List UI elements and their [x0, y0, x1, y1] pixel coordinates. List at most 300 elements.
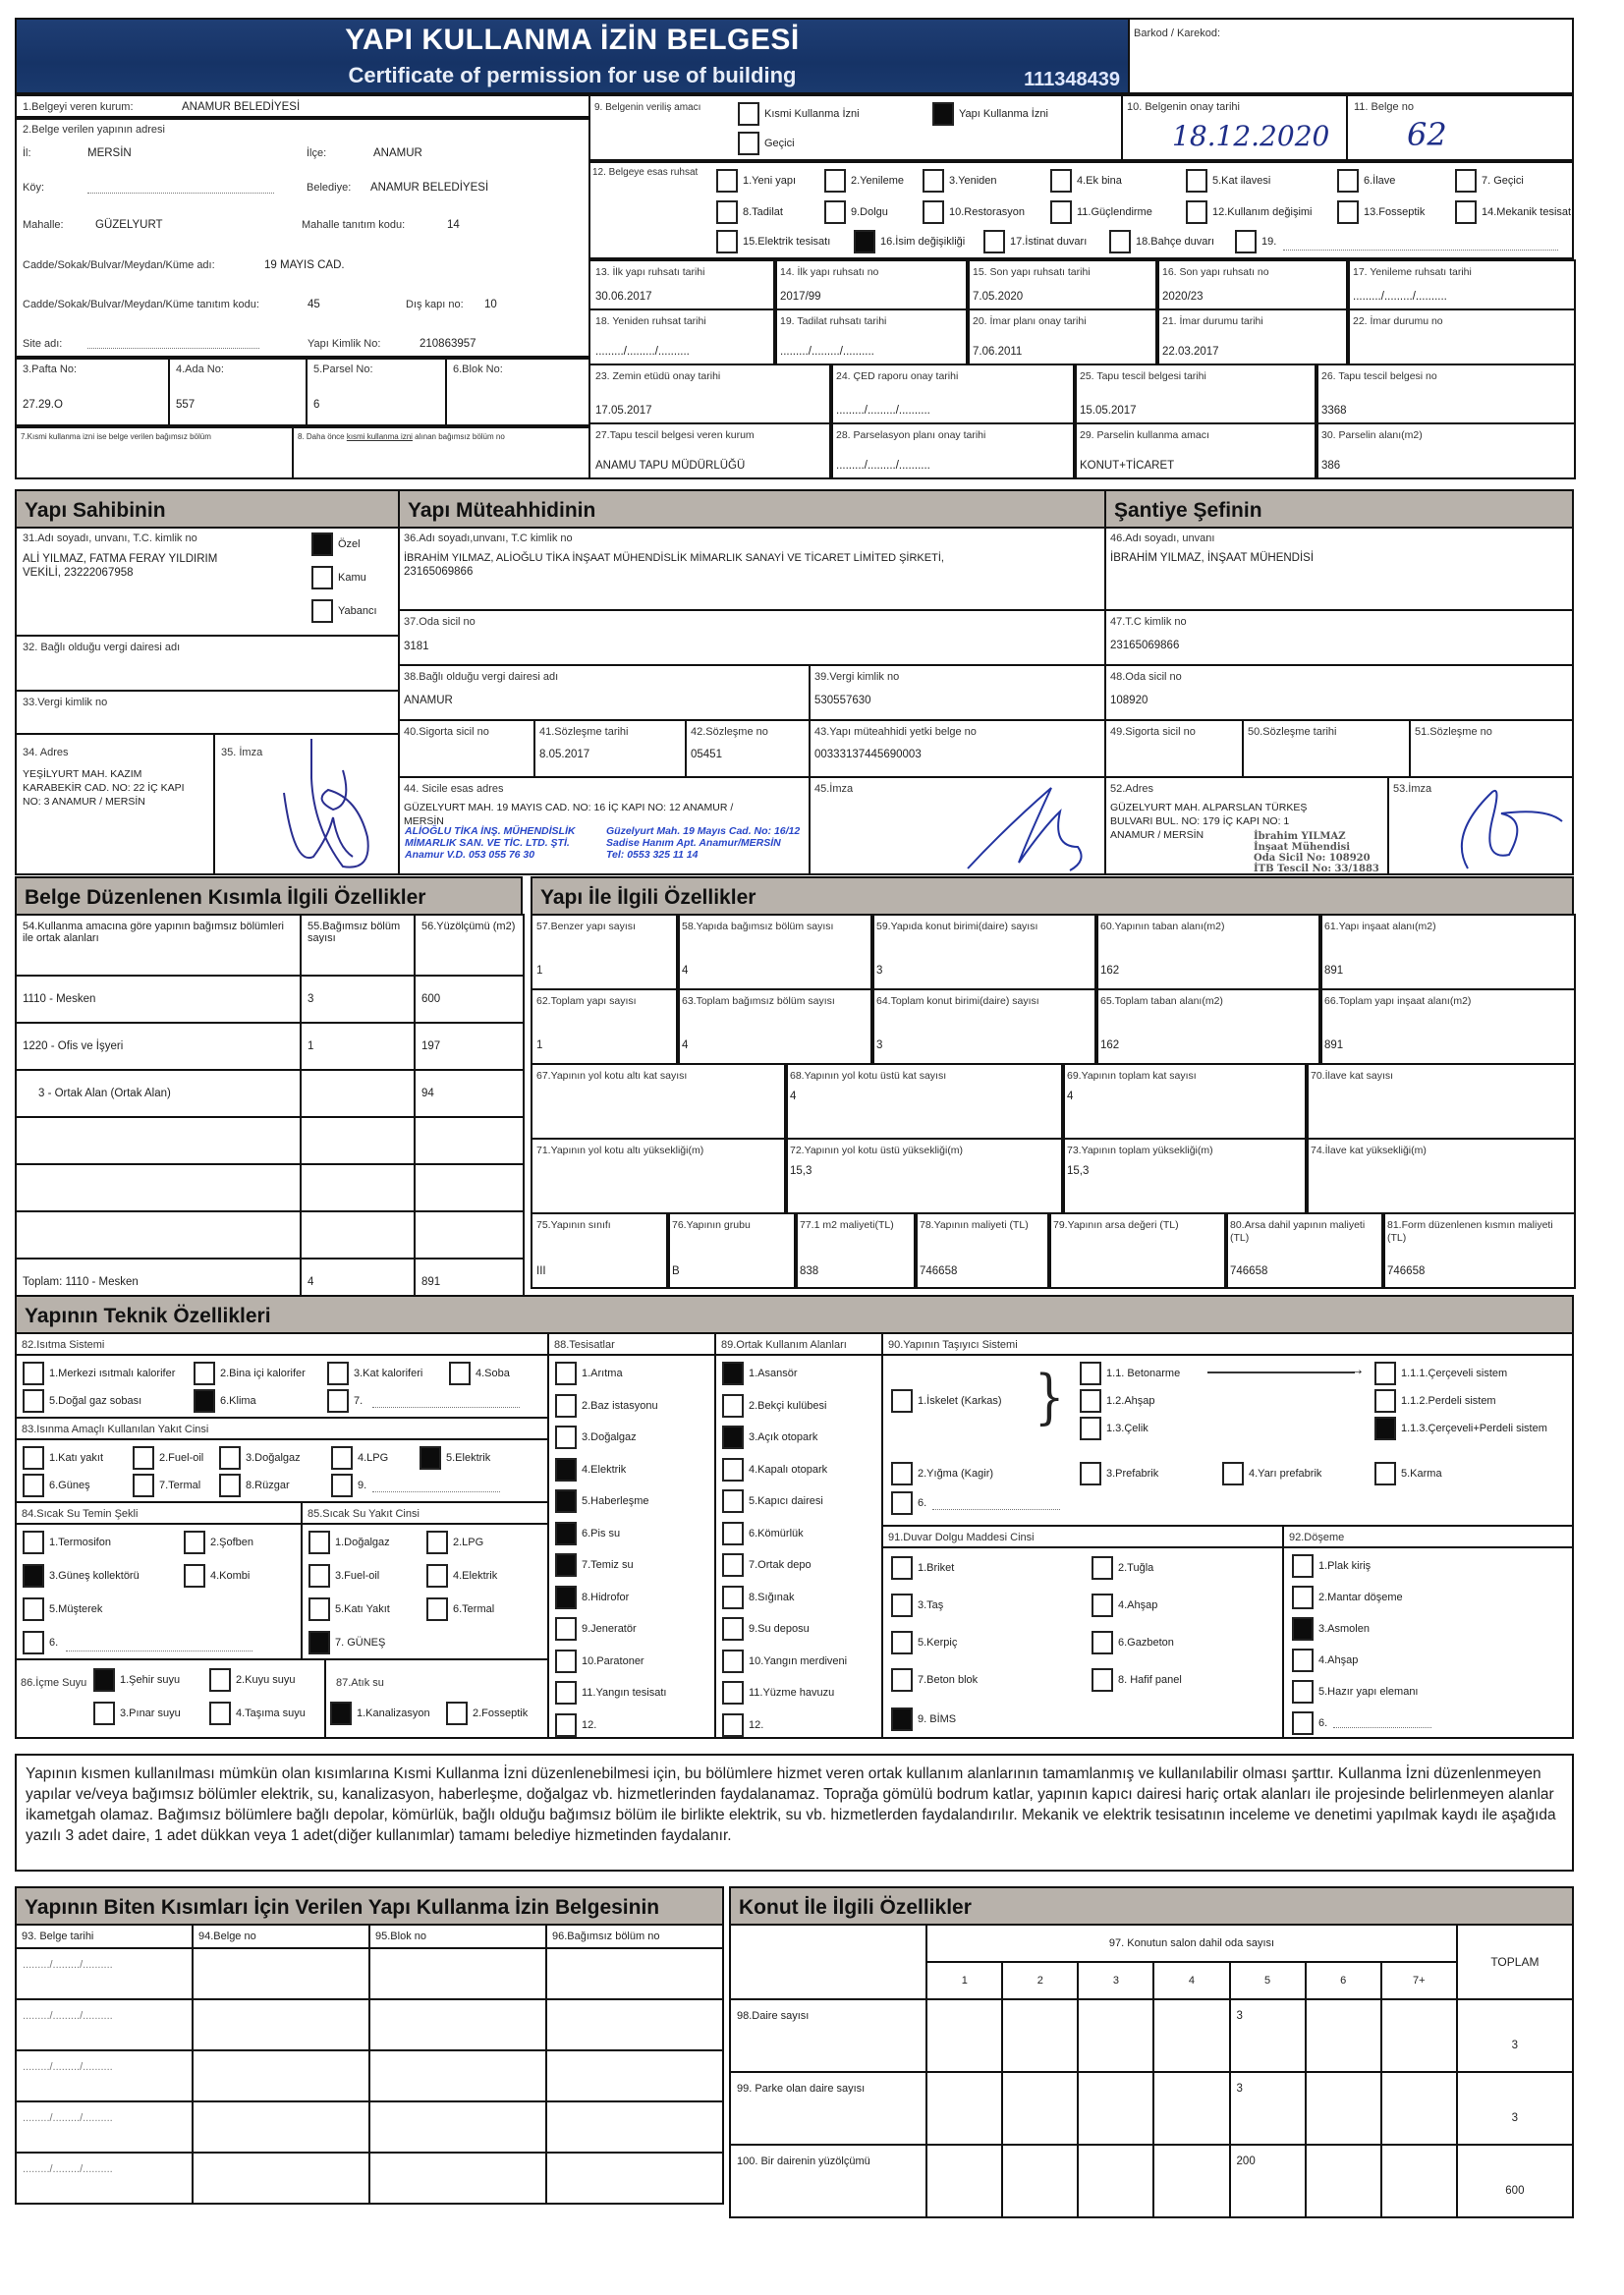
- document-no-value: 62: [1407, 116, 1447, 153]
- hot-water-supply-options: [15, 1523, 303, 1660]
- empty-box-icon[interactable]: [1080, 1362, 1101, 1385]
- room-count-header: 4: [1153, 1962, 1229, 1999]
- checkbox-label: 7.Ortak depo: [749, 1559, 812, 1571]
- flooring-header: [1282, 1525, 1574, 1548]
- empty-box-icon[interactable]: [738, 102, 759, 126]
- empty-box-icon[interactable]: [184, 1531, 205, 1554]
- checkbox-label: 2.Fosseptik: [473, 1707, 529, 1719]
- field-37-label: 37.Oda sicil no: [404, 616, 476, 628]
- field-36: [398, 527, 1106, 611]
- checkbox-label: Yapı Kullanma İzni: [959, 108, 1048, 120]
- building-feature: [1047, 1212, 1228, 1289]
- usage-cell-count: 1: [301, 1023, 415, 1070]
- checked-box-icon[interactable]: [1374, 1417, 1396, 1440]
- parsel-value: 6: [313, 399, 320, 411]
- partial-cell[interactable]: [193, 2153, 369, 2204]
- partial-header-cell: 95.Blok no: [369, 1925, 546, 1948]
- checked-box-icon[interactable]: [891, 1707, 913, 1731]
- partial-cell[interactable]: [546, 2050, 723, 2101]
- housing-row-label: 99. Parke olan daire sayısı: [730, 2072, 926, 2145]
- building-feature: [676, 914, 874, 990]
- checkbox-label: 5.Elektrik: [446, 1452, 491, 1464]
- empty-box-icon[interactable]: [1374, 1462, 1396, 1485]
- wall-fill-header: [881, 1525, 1284, 1548]
- empty-box-icon[interactable]: [555, 1426, 577, 1449]
- checkbox-label: 6.: [1318, 1717, 1328, 1729]
- empty-box-icon[interactable]: [722, 1522, 744, 1545]
- checked-box-icon[interactable]: [555, 1489, 577, 1513]
- building-feature-label: 77.1 m2 maliyeti(TL): [800, 1219, 894, 1231]
- structural-system-options: [881, 1354, 1574, 1527]
- field-48-label: 48.Oda sicil no: [1110, 671, 1182, 683]
- room-count-header: 6: [1306, 1962, 1381, 1999]
- housing-value-cell: [1002, 2072, 1078, 2145]
- checkbox-label: 2.Bina içi kalorifer: [220, 1368, 306, 1379]
- partial-date-cell[interactable]: [16, 1948, 193, 1999]
- empty-box-icon[interactable]: [426, 1531, 448, 1554]
- partial-cell[interactable]: [546, 2153, 723, 2204]
- checkbox-label: Kamu: [338, 572, 366, 584]
- checked-box-icon[interactable]: [308, 1631, 330, 1654]
- checkbox-label: 1.Kanalizasyon: [357, 1707, 430, 1719]
- empty-box-icon[interactable]: [722, 1617, 744, 1641]
- housing-total-cell: 600: [1457, 2145, 1573, 2217]
- checkbox-label: 3.Pınar suyu: [120, 1707, 181, 1719]
- flooring-other-dots: [1333, 1727, 1431, 1728]
- building-feature-label: 61.Yapı inşaat alanı(m2): [1324, 921, 1436, 932]
- field-35-label: 35. İmza: [221, 747, 263, 758]
- empty-box-icon[interactable]: [308, 1597, 330, 1621]
- stamp-line: Sadise Hanım Apt. Anamur/MERSİN: [606, 837, 781, 849]
- usage-cell-area: 94: [415, 1070, 524, 1117]
- partial-cell[interactable]: [369, 2153, 546, 2204]
- empty-box-icon[interactable]: [891, 1389, 913, 1413]
- field-49-label: 49.Sigorta sicil no: [1110, 726, 1196, 738]
- empty-box-icon[interactable]: [133, 1446, 154, 1470]
- field-49: [1104, 719, 1244, 778]
- partial-date-cell[interactable]: [16, 2050, 193, 2101]
- partial-cell[interactable]: [193, 2101, 369, 2153]
- checkbox-label: 1.Yeni yapı: [743, 175, 797, 187]
- field-53: [1387, 776, 1574, 875]
- checkbox-label: 7.Termal: [159, 1480, 201, 1491]
- permit-field-value: 3368: [1321, 405, 1347, 417]
- stamp-line: ALİOĞLU TİKA İNŞ. MÜHENDİSLİK: [405, 825, 576, 837]
- empty-box-icon[interactable]: [1109, 230, 1131, 253]
- empty-box-icon[interactable]: [722, 1650, 744, 1673]
- building-feature-value: 4: [682, 1039, 689, 1051]
- field-51-label: 51.Sözleşme no: [1415, 726, 1492, 738]
- building-feature: [1318, 988, 1576, 1065]
- partial-date-cell[interactable]: [16, 2101, 193, 2153]
- stamp-line: İbrahim YILMAZ: [1254, 831, 1346, 842]
- empty-box-icon[interactable]: [1455, 200, 1477, 224]
- field-8-label-underlined: kısmi kullanma izni: [346, 432, 413, 441]
- building-feature-value: III: [536, 1265, 546, 1277]
- field-34-35: [15, 733, 400, 875]
- partial-permits-table: [15, 1924, 724, 2205]
- partial-cell[interactable]: [369, 1999, 546, 2050]
- total-header: TOPLAM: [1457, 1925, 1573, 1999]
- checkbox-label: 1.Katı yakıt: [49, 1452, 104, 1464]
- checked-box-icon[interactable]: [555, 1458, 577, 1482]
- checkbox-label: 2.Bekçi kulübesi: [749, 1399, 827, 1412]
- partial-cell[interactable]: [193, 2050, 369, 2101]
- field-41-label: 41.Sözleşme tarihi: [539, 726, 629, 738]
- building-feature: [794, 1212, 918, 1289]
- empty-box-icon[interactable]: [722, 1394, 744, 1418]
- usage-cell-name: [16, 1211, 301, 1259]
- housing-value-cell: [1002, 1999, 1078, 2072]
- il-label: İl:: [23, 147, 31, 159]
- building-feature: [784, 1138, 1065, 1214]
- building-feature-value: 838: [800, 1265, 819, 1277]
- checked-box-icon[interactable]: [722, 1362, 744, 1385]
- permit-field-value: KONUT+TİCARET: [1080, 460, 1175, 472]
- empty-box-icon[interactable]: [555, 1681, 577, 1705]
- empty-box-icon[interactable]: [555, 1362, 577, 1385]
- partial-cell[interactable]: [369, 2050, 546, 2101]
- empty-box-icon[interactable]: [1292, 1586, 1314, 1609]
- building-feature-label: 74.İlave kat yüksekliği(m): [1311, 1145, 1427, 1156]
- checkbox-label: 1.Plak kiriş: [1318, 1560, 1372, 1572]
- empty-box-icon[interactable]: [426, 1564, 448, 1588]
- empty-box-icon[interactable]: [722, 1553, 744, 1577]
- usage-cell-count: [301, 1117, 415, 1164]
- checkbox-label: 4.Soba: [476, 1368, 510, 1379]
- housing-value-cell: [1153, 1999, 1229, 2072]
- fuel-type-header-label: 83.Isınma Amaçlı Kullanılan Yakıt Cinsi: [22, 1424, 209, 1435]
- empty-box-icon[interactable]: [133, 1474, 154, 1497]
- building-feature-label: 69.Yapının toplam kat sayısı: [1067, 1070, 1197, 1082]
- building-feature: [870, 988, 1098, 1065]
- empty-box-icon[interactable]: [722, 1713, 744, 1737]
- empty-box-icon[interactable]: [23, 1474, 44, 1497]
- checkbox-label: 2.Kuyu suyu: [236, 1674, 296, 1686]
- empty-box-icon[interactable]: [1186, 169, 1207, 193]
- housing-value-cell: [1306, 2145, 1381, 2217]
- checkbox-label: 6.Termal: [453, 1603, 495, 1615]
- empty-box-icon[interactable]: [93, 1702, 115, 1725]
- owner-address-line3: NO: 3 ANAMUR / MERSİN: [23, 796, 145, 808]
- empty-box-icon[interactable]: [331, 1446, 353, 1470]
- partial-cell[interactable]: [546, 1948, 723, 1999]
- empty-box-icon[interactable]: [1222, 1462, 1244, 1485]
- checkbox-label: 4.Elektrik: [453, 1570, 498, 1582]
- empty-box-icon[interactable]: [1186, 200, 1207, 224]
- empty-box-icon[interactable]: [722, 1681, 744, 1705]
- partial-header-cell: 96.Bağımsız bölüm no: [546, 1925, 723, 1948]
- mahalle-label: Mahalle:: [23, 219, 64, 231]
- empty-box-icon[interactable]: [722, 1458, 744, 1482]
- checked-box-icon[interactable]: [555, 1553, 577, 1577]
- empty-box-icon[interactable]: [331, 1474, 353, 1497]
- empty-box-icon[interactable]: [308, 1531, 330, 1554]
- stamp-line: Tel: 0553 325 11 14: [606, 849, 699, 861]
- empty-box-icon[interactable]: [308, 1564, 330, 1588]
- checkbox-label: 19.: [1261, 236, 1277, 248]
- permit-field-label: 28. Parselasyon planı onay tarihi: [836, 429, 986, 441]
- field-42-label: 42.Sözleşme no: [691, 726, 768, 738]
- field-8: [292, 428, 588, 477]
- chief-address-line3: ANAMUR / MERSİN: [1110, 829, 1204, 841]
- room-count-header: 5: [1230, 1962, 1306, 1999]
- permit-field-label: 20. İmar planı onay tarihi: [973, 315, 1087, 327]
- empty-box-icon[interactable]: [555, 1650, 577, 1673]
- empty-box-icon[interactable]: [555, 1617, 577, 1641]
- permit-field: [829, 364, 1077, 424]
- building-feature-value: 4: [682, 965, 689, 977]
- license-basis-label: 12. Belgeye esas ruhsat: [592, 167, 699, 178]
- permit-field-value: 15.05.2017: [1080, 405, 1137, 417]
- checkbox-label: 6.Güneş: [49, 1480, 90, 1491]
- partial-permits-grid: [15, 1924, 724, 2205]
- checkbox-label: 2.Yığma (Kagir): [918, 1468, 994, 1480]
- arrow-line: [1207, 1371, 1355, 1373]
- checkbox-label: 5.Müşterek: [49, 1603, 103, 1615]
- empty-box-icon[interactable]: [311, 599, 333, 623]
- empty-box-icon[interactable]: [1092, 1594, 1113, 1617]
- housing-value-cell: [1078, 2072, 1153, 2145]
- empty-box-icon[interactable]: [446, 1702, 468, 1725]
- checked-box-icon[interactable]: [932, 102, 954, 126]
- permit-field-value: ........./........./..........: [1353, 291, 1447, 303]
- contractor-address-line2: MERSİN: [404, 815, 444, 827]
- field-41: [533, 719, 687, 778]
- checkbox-label: 14.Mekanik tesisat: [1482, 206, 1572, 218]
- usage-header-3: 56.Yüzölçümü (m2): [415, 915, 524, 976]
- field-43-value: 00333137445690003: [814, 749, 922, 760]
- empty-box-icon[interactable]: [923, 169, 944, 193]
- field-40: [398, 719, 535, 778]
- parsel-cell: [306, 360, 445, 424]
- document-no-label: 11. Belge no: [1354, 101, 1414, 113]
- checkbox-label: 4.Ahşap: [1318, 1654, 1359, 1666]
- owner-signature: [274, 739, 382, 871]
- stamp-line: İnşaat Mühendisi: [1254, 842, 1351, 853]
- partial-cell[interactable]: [546, 1999, 723, 2050]
- empty-box-icon[interactable]: [1374, 1362, 1396, 1385]
- cadde-kod-label: Cadde/Sokak/Bulvar/Meydan/Küme tanıtım kodu:: [23, 299, 259, 310]
- permit-field-label: 18. Yeniden ruhsat tarihi: [595, 315, 706, 327]
- partial-date-cell[interactable]: [16, 2153, 193, 2204]
- empty-box-icon[interactable]: [1080, 1389, 1101, 1413]
- building-feature-label: 72.Yapının yol kotu üstü yüksekliği(m): [790, 1145, 964, 1156]
- checked-box-icon[interactable]: [555, 1522, 577, 1545]
- checkbox-label: 3.Doğalgaz: [246, 1452, 301, 1464]
- checkbox-label: 6.Klima: [220, 1395, 256, 1407]
- checkbox-label: 7.: [354, 1395, 364, 1407]
- housing-value-cell: [1153, 2072, 1229, 2145]
- flooring-options: [1282, 1546, 1574, 1739]
- checkbox-label: 1.2.Ahşap: [1106, 1395, 1155, 1407]
- field-48-value: 108920: [1110, 695, 1148, 706]
- field-32-label: 32. Bağlı olduğu vergi dairesi adı: [23, 642, 181, 653]
- empty-box-icon[interactable]: [891, 1462, 913, 1485]
- usage-row: [16, 976, 524, 1023]
- barcode-label: Barkod / Karekod:: [1134, 28, 1221, 39]
- checked-box-icon[interactable]: [555, 1586, 577, 1609]
- empty-box-icon[interactable]: [1292, 1680, 1314, 1704]
- checkbox-label: 3.Güneş kollektörü: [49, 1570, 140, 1582]
- empty-box-icon[interactable]: [824, 200, 846, 224]
- checked-box-icon[interactable]: [194, 1389, 215, 1413]
- permit-field: [1315, 364, 1576, 424]
- structural-other-dots: [932, 1509, 1060, 1510]
- partial-cell[interactable]: [369, 1948, 546, 1999]
- field-52-label: 52.Adres: [1110, 783, 1154, 795]
- empty-box-icon[interactable]: [716, 169, 738, 193]
- empty-box-icon[interactable]: [1092, 1668, 1113, 1692]
- empty-box-icon[interactable]: [1092, 1556, 1113, 1580]
- field-51: [1409, 719, 1574, 778]
- empty-box-icon[interactable]: [184, 1564, 205, 1588]
- checked-box-icon[interactable]: [93, 1668, 115, 1692]
- empty-box-icon[interactable]: [311, 566, 333, 589]
- partial-cell[interactable]: [369, 2101, 546, 2153]
- heating-system-header-label: 82.Isıtma Sistemi: [22, 1339, 105, 1351]
- empty-box-icon[interactable]: [555, 1713, 577, 1737]
- housing-value-cell: [926, 1999, 1002, 2072]
- empty-box-icon[interactable]: [1455, 169, 1477, 193]
- field-34-label: 34. Adres: [23, 747, 69, 758]
- empty-box-icon[interactable]: [1092, 1631, 1113, 1654]
- empty-box-icon[interactable]: [716, 230, 738, 253]
- permit-field-label: 26. Tapu tescil belgesi no: [1321, 370, 1437, 382]
- checkbox-label: Özel: [338, 538, 361, 550]
- empty-box-icon[interactable]: [327, 1389, 349, 1413]
- usage-total-area: 891: [415, 1259, 524, 1306]
- checked-box-icon[interactable]: [330, 1702, 352, 1725]
- empty-box-icon[interactable]: [891, 1556, 913, 1580]
- empty-box-icon[interactable]: [1292, 1554, 1314, 1578]
- empty-box-icon[interactable]: [23, 1531, 44, 1554]
- usage-grid: [15, 914, 525, 1307]
- checkbox-label: 6.: [918, 1497, 927, 1509]
- field-31-label: 31.Adı soyadı, unvanı, T.C. kimlik no: [23, 532, 197, 544]
- checkbox-label: 4.Ahşap: [1118, 1599, 1158, 1611]
- checkbox-label: 1.1.1.Çerçeveli sistem: [1401, 1368, 1508, 1379]
- empty-box-icon[interactable]: [23, 1389, 44, 1413]
- permit-field: [1155, 259, 1350, 310]
- empty-box-icon[interactable]: [194, 1362, 215, 1385]
- housing-value-cell: [1002, 2145, 1078, 2217]
- permit-field-label: 25. Tapu tescil belgesi tarihi: [1080, 370, 1206, 382]
- permit-field-label: 21. İmar durumu tarihi: [1162, 315, 1263, 327]
- cadde-value: 19 MAYIS CAD.: [264, 259, 345, 271]
- checked-box-icon[interactable]: [311, 532, 333, 556]
- empty-box-icon[interactable]: [891, 1668, 913, 1692]
- empty-box-icon[interactable]: [891, 1491, 913, 1515]
- empty-box-icon[interactable]: [23, 1446, 44, 1470]
- empty-box-icon[interactable]: [1235, 230, 1257, 253]
- building-feature-value: 4: [790, 1091, 797, 1102]
- field-7-8-row: [15, 426, 590, 479]
- wall-fill-header-label: 91.Duvar Dolgu Maddesi Cinsi: [888, 1532, 1035, 1543]
- checked-box-icon[interactable]: [420, 1446, 441, 1470]
- checked-box-icon[interactable]: [23, 1564, 44, 1588]
- empty-box-icon[interactable]: [327, 1362, 349, 1385]
- empty-box-icon[interactable]: [1080, 1462, 1101, 1485]
- empty-box-icon[interactable]: [923, 200, 944, 224]
- empty-box-icon[interactable]: [23, 1362, 44, 1385]
- building-feature-value: 891: [1324, 1039, 1344, 1051]
- usage-cell-name: [16, 1117, 301, 1164]
- partial-cell[interactable]: [193, 1948, 369, 1999]
- empty-box-icon[interactable]: [1337, 200, 1359, 224]
- empty-box-icon[interactable]: [716, 200, 738, 224]
- empty-box-icon[interactable]: [1292, 1649, 1314, 1672]
- building-feature-value: 3: [876, 1039, 883, 1051]
- empty-box-icon[interactable]: [426, 1597, 448, 1621]
- checkbox-label: 18.Bahçe duvarı: [1136, 236, 1215, 248]
- checkbox-label: Kısmi Kullanma İzni: [764, 108, 860, 120]
- permit-field-value: ........./........./..........: [836, 460, 930, 472]
- checked-box-icon[interactable]: [1292, 1617, 1314, 1641]
- building-feature-label: 66.Toplam yapı inşaat alanı(m2): [1324, 995, 1472, 1007]
- structural-system-header: [881, 1332, 1574, 1356]
- stamp-line: Anamur V.D. 053 055 76 30: [405, 849, 535, 861]
- empty-box-icon[interactable]: [738, 132, 759, 155]
- checkbox-label: 15.Elektrik tesisatı: [743, 236, 831, 248]
- waste-water-label: 87.Atık su: [336, 1677, 384, 1689]
- empty-box-icon[interactable]: [1337, 169, 1359, 193]
- checkbox-label: 5.Kapıcı dairesi: [749, 1495, 823, 1507]
- empty-box-icon[interactable]: [555, 1394, 577, 1418]
- checkbox-label: 5.Kat ilavesi: [1212, 175, 1271, 187]
- contractor-name: İBRAHİM YILMAZ, ALİOĞLU TİKA İNŞAAT MÜHENDİSLİK MİMARLIK SANAYİ VE TİCARET LİMİTED ŞİRKETİ,: [404, 552, 944, 564]
- field-1-value: ANAMUR BELEDİYESİ: [182, 101, 301, 113]
- empty-box-icon[interactable]: [891, 1594, 913, 1617]
- checkbox-label: 5.Kerpiç: [918, 1637, 958, 1649]
- empty-box-icon[interactable]: [449, 1362, 471, 1385]
- pafta-label: 3.Pafta No:: [23, 364, 78, 375]
- empty-box-icon[interactable]: [23, 1631, 44, 1654]
- checkbox-label: 3.Doğalgaz: [582, 1431, 637, 1443]
- empty-box-icon[interactable]: [722, 1489, 744, 1513]
- empty-box-icon[interactable]: [209, 1668, 231, 1692]
- arrow-right-icon: →: [1349, 1362, 1365, 1378]
- empty-box-icon[interactable]: [1050, 200, 1072, 224]
- belediye-label: Belediye:: [307, 182, 352, 194]
- checkbox-label: 9.Dolgu: [851, 206, 888, 218]
- empty-box-icon[interactable]: [983, 230, 1005, 253]
- empty-box-icon[interactable]: [23, 1597, 44, 1621]
- housing-value-cell: [926, 2072, 1002, 2145]
- empty-box-icon[interactable]: [219, 1474, 241, 1497]
- field-46-value: İBRAHİM YILMAZ, İNŞAAT MÜHENDİSİ: [1110, 552, 1315, 564]
- empty-box-icon[interactable]: [824, 169, 846, 193]
- empty-box-icon[interactable]: [219, 1446, 241, 1470]
- empty-box-icon[interactable]: [1292, 1711, 1314, 1735]
- empty-box-icon[interactable]: [722, 1586, 744, 1609]
- empty-box-icon[interactable]: [209, 1702, 231, 1725]
- partial-cell[interactable]: [193, 1999, 369, 2050]
- permit-field-label: 17. Yenileme ruhsatı tarihi: [1353, 266, 1472, 278]
- checked-box-icon[interactable]: [722, 1426, 744, 1449]
- checkbox-label: 2.Fuel-oil: [159, 1452, 204, 1464]
- empty-box-icon[interactable]: [891, 1631, 913, 1654]
- building-feature: [1305, 1138, 1576, 1214]
- checked-box-icon[interactable]: [854, 230, 875, 253]
- empty-box-icon[interactable]: [1374, 1389, 1396, 1413]
- permit-field: [1346, 308, 1576, 365]
- partial-date-cell[interactable]: [16, 1999, 193, 2050]
- empty-box-icon[interactable]: [1080, 1417, 1101, 1440]
- empty-box-icon[interactable]: [1050, 169, 1072, 193]
- partial-cell[interactable]: [546, 2101, 723, 2153]
- building-feature: [531, 988, 680, 1065]
